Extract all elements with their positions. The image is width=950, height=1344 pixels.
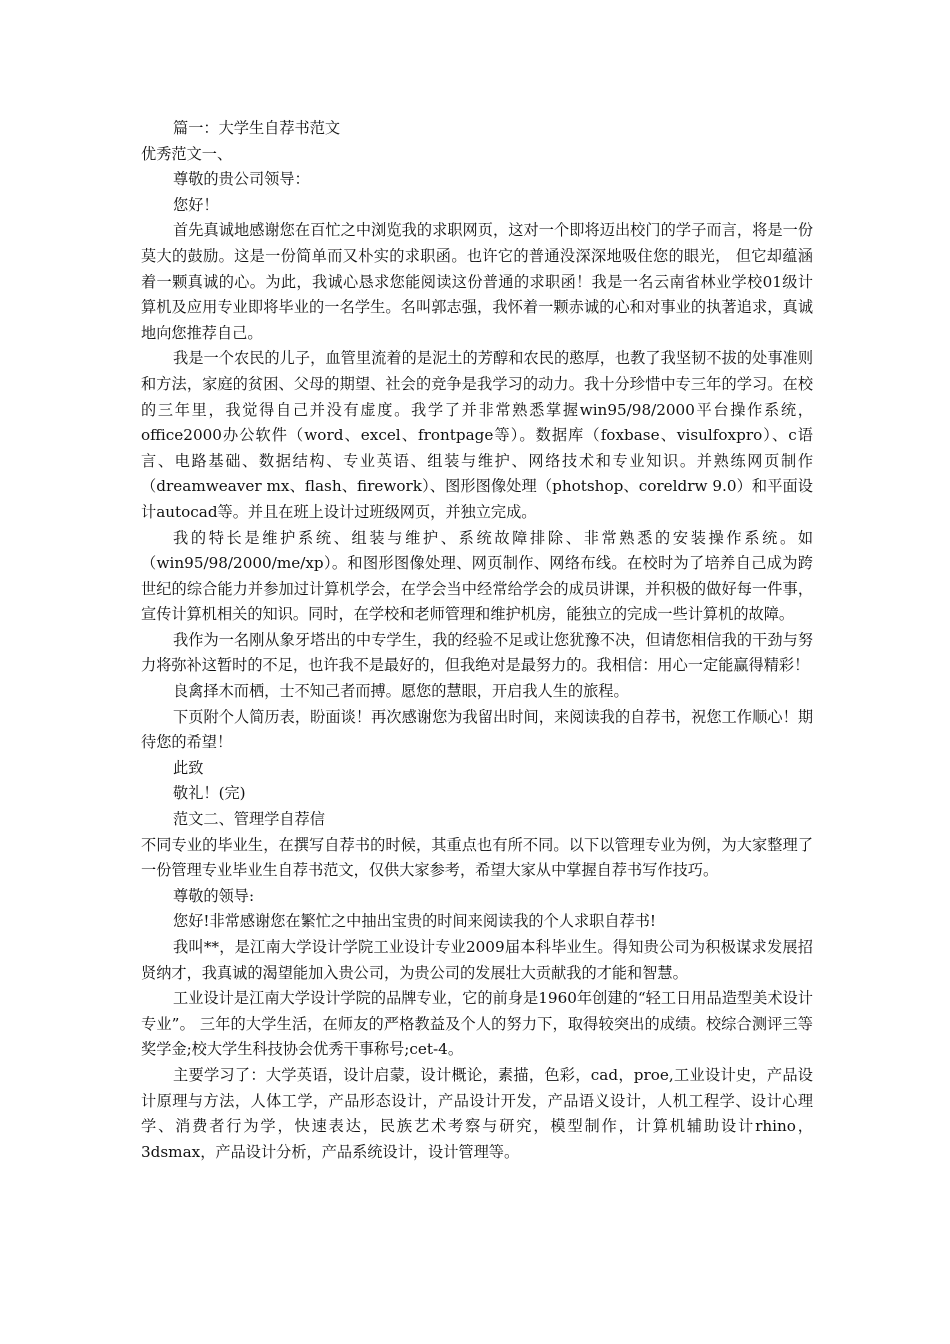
paragraph: 主要学习了：大学英语，设计启蒙，设计概论，素描，色彩，cad，proe,工业设计史，产品设计原理与方法，人体工学，产品形态设计，产品设计开发，产品语义设计，人机工程学、设计心理学、消费者行为学，快速表达，民族艺术考察与研究，模型制作，计算机辅助设计rhino，3dsmax，产品设计分析，产品系统设计，设计管理等。: [141, 1065, 813, 1161]
intro-paragraph: 不同专业的毕业生，在撰写自荐书的时候，其重点也有所不同。以下以管理专业为例，为大家整理了一份管理专业毕业生自荐书范文，仅供大家参考，希望大家从中掌握自荐书写作技巧。: [141, 835, 813, 880]
paragraph: 工业设计是江南大学设计学院的品牌专业，它的前身是1960年创建的“轻工日用品造型美术设计专业”。 三年的大学生活，在师友的严格教益及个人的努力下，取得较突出的成绩。校综合测评三等奖学金;校大学生科技协会优秀干事称号;cet-4。: [141, 989, 813, 1059]
paragraph: 下页附个人简历表，盼面谈！再次感谢您为我留出时间，来阅读我的自荐书，祝您工作顺心！期待您的希望！: [141, 707, 813, 752]
paragraph: 我作为一名刚从象牙塔出的中专学生，我的经验不足或让您犹豫不决，但请您相信我的干劲与努力将弥补这暂时的不足，也许我不是最好的，但我绝对是最努力的。我相信：用心一定能赢得精彩！: [141, 630, 813, 675]
doc-heading: 篇一：大学生自荐书范文: [173, 119, 341, 137]
sample-one-title: 优秀范文一、: [141, 144, 233, 163]
paragraph: 我的特长是维护系统、组装与维护、系统故障排除、非常熟悉的安装操作系统。如（win95/98/2000/me/xp）。和图形图像处理、网页制作、网络布线。在校时为了培养自己成为跨世纪的综合能力并参加过计算机学会，在学会当中经常给学会的成员讲课，并积极的做好每一件事，宣传计算机相关的知识。同时，在学校和老师管理和维护机房，能独立的完成一些计算机的故障。: [141, 528, 813, 624]
sample-two-title: 范文二、管理学自荐信: [173, 810, 325, 829]
document-page: [141, 116, 813, 1165]
closing: 此致: [173, 758, 204, 777]
paragraph: 首先真诚地感谢您在百忙之中浏览我的求职网页，这对一个即将迈出校门的学子而言，将是一份莫大的鼓励。这是一份简单而又朴实的求职函。也许它的普通没深深地吸住您的眼光， 但它却蕴涵着一颗真诚的心。为此，我诚心恳求您能阅读这份普通的求职函！我是一名云南省林业学校01级计算机及应用专业即将毕业的一名学生。名叫郭志强，我怀着一颗赤诚的心和对事业的执著追求，真诚地向您推荐自己。: [141, 221, 813, 342]
greeting: 您好！: [173, 195, 219, 214]
closing-salute: 敬礼！(完): [173, 784, 246, 803]
greeting: 您好!非常感谢您在繁忙之中抽出宝贵的时间来阅读我的个人求职自荐书!: [173, 912, 657, 931]
salutation: 尊敬的贵公司领导：: [173, 170, 310, 189]
salutation: 尊敬的领导:: [173, 886, 255, 905]
paragraph: 我叫**，是江南大学设计学院工业设计专业2009届本科毕业生。得知贵公司为积极谋求发展招贤纳才，我真诚的渴望能加入贵公司，为贵公司的发展壮大贡献我的才能和智慧。: [141, 938, 813, 982]
paragraph: 我是一个农民的儿子，血管里流着的是泥土的芳醇和农民的憨厚，也教了我坚韧不拔的处事准则和方法，家庭的贫困、父母的期望、社会的竞争是我学习的动力。我十分珍惜中专三年的学习。在校的三年里，我觉得自己并没有虚度。我学了并非常熟悉掌握win95/98/2000平台操作系统，office2000办公软件（word、excel、frontpage等）。数据库（foxbase、visulfoxpro）、c语言、电路基础、数据结构、专业英语、组装与维护、网络技术和专业知识。并熟练网页制作（dreamweaver mx、flash、firework）、图形图像处理（photshop、coreldrw 9.0）和平面设计autocad等。并且在班上设计过班级网页，并独立完成。: [141, 349, 813, 521]
paragraph: 良禽择木而栖，士不知己者而搏。愿您的慧眼，开启我人生的旅程。: [173, 682, 629, 701]
